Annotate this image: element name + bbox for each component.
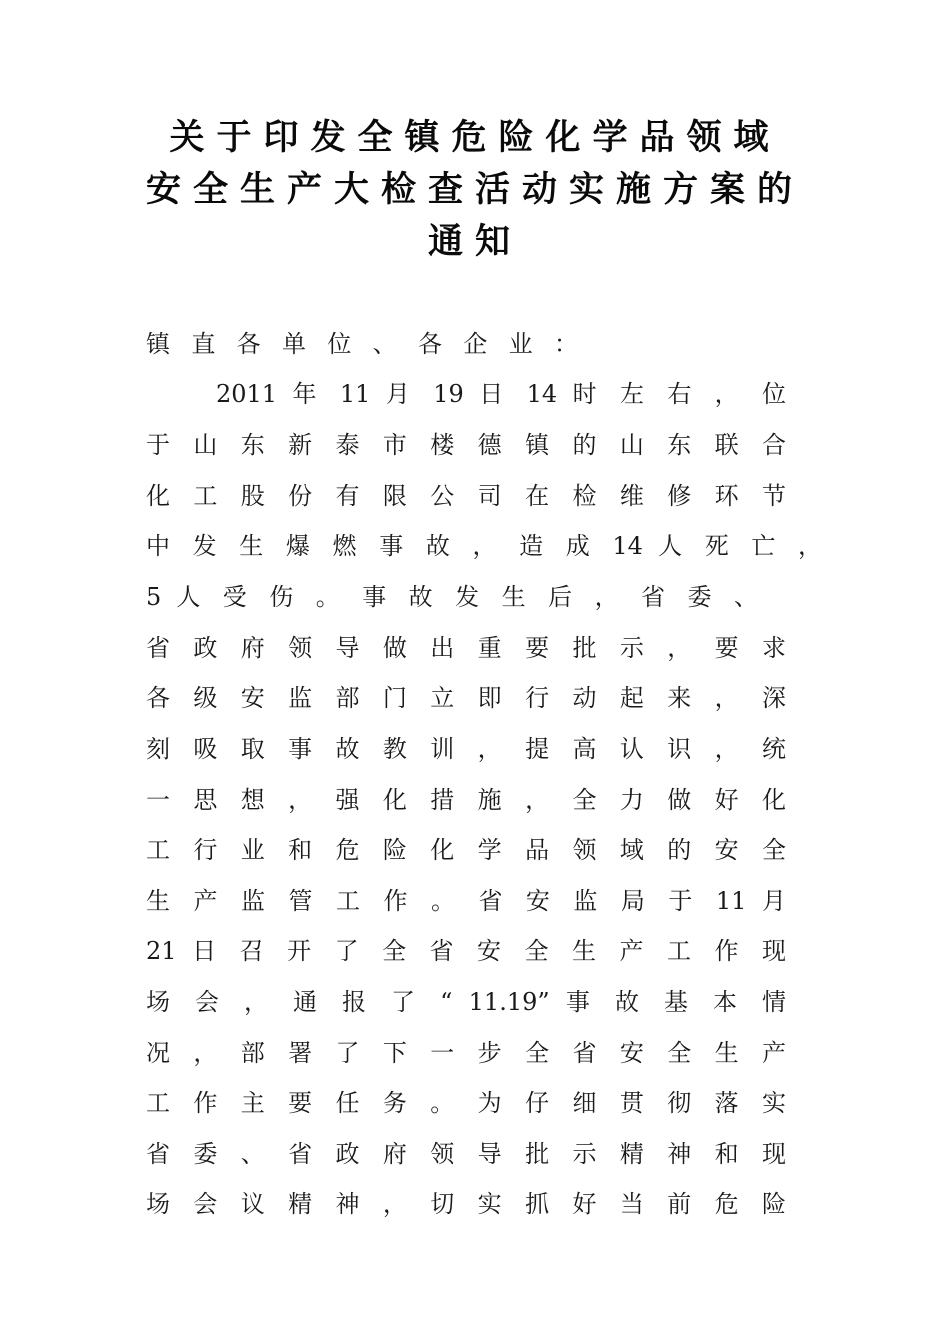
- body-line-7: 各 级 安 监 部 门 立 即 行 动 起 来 ， 深: [146, 684, 786, 712]
- body-line-14: 况 ， 部 署 了 下 一 步 全 省 安 全 生 产: [146, 1039, 786, 1067]
- body-line-16: 省 委 、 省 政 府 领 导 批 示 精 神 和 现: [146, 1140, 786, 1168]
- body-line-8: 刻 吸 取 事 故 教 训 ， 提 高 认 识 ， 统: [146, 735, 786, 763]
- body-line-10: 工 行 业 和 危 险 化 学 品 领 域 的 安 全: [146, 836, 786, 864]
- body-line-3: 化 工 股 份 有 限 公 司 在 检 维 修 环 节: [146, 482, 786, 510]
- body-line-12: 21 日 召 开 了 全 省 安 全 生 产 工 作 现: [146, 937, 786, 965]
- body-line-6: 省 政 府 领 导 做 出 重 要 批 示 ， 要 求: [146, 634, 786, 662]
- document-title: [0, 112, 950, 268]
- body-line-15: 工 作 主 要 任 务 。 为 仔 细 贯 彻 落 实: [146, 1089, 786, 1117]
- title-line-3: 通知: [427, 222, 522, 262]
- body-line-9: 一 思 想 ， 强 化 措 施 ， 全 力 做 好 化: [146, 786, 786, 814]
- title-line-2: 安全生产大检查活动实施方案的: [145, 170, 804, 210]
- body-line-11: 生 产 监 管 工 作 。 省 安 监 局 于 11 月: [146, 887, 786, 915]
- body-line-1: 2011 年 11 月 19 日 14 时 左 右 ， 位: [216, 380, 786, 408]
- body-line-5: 5 人 受 伤 。 事 故 发 生 后 ， 省 委 、: [146, 583, 758, 611]
- body-line-13: 场 会 ， 通 报 了 “ 11.19” 事 故 基 本 情: [146, 988, 786, 1016]
- salutation: 镇 直 各 单 位 、 各 企 业 ：: [146, 330, 578, 358]
- body-line-17: 场 会 议 精 神 ， 切 实 抓 好 当 前 危 险: [146, 1190, 786, 1218]
- body-line-2: 于 山 东 新 泰 市 楼 德 镇 的 山 东 联 合: [146, 431, 786, 459]
- title-line-1: 关于印发全镇危险化学品领域: [169, 118, 781, 158]
- body-line-4: 中 发 生 爆 燃 事 故 ， 造 成 14 人 死 亡 ，: [146, 532, 822, 560]
